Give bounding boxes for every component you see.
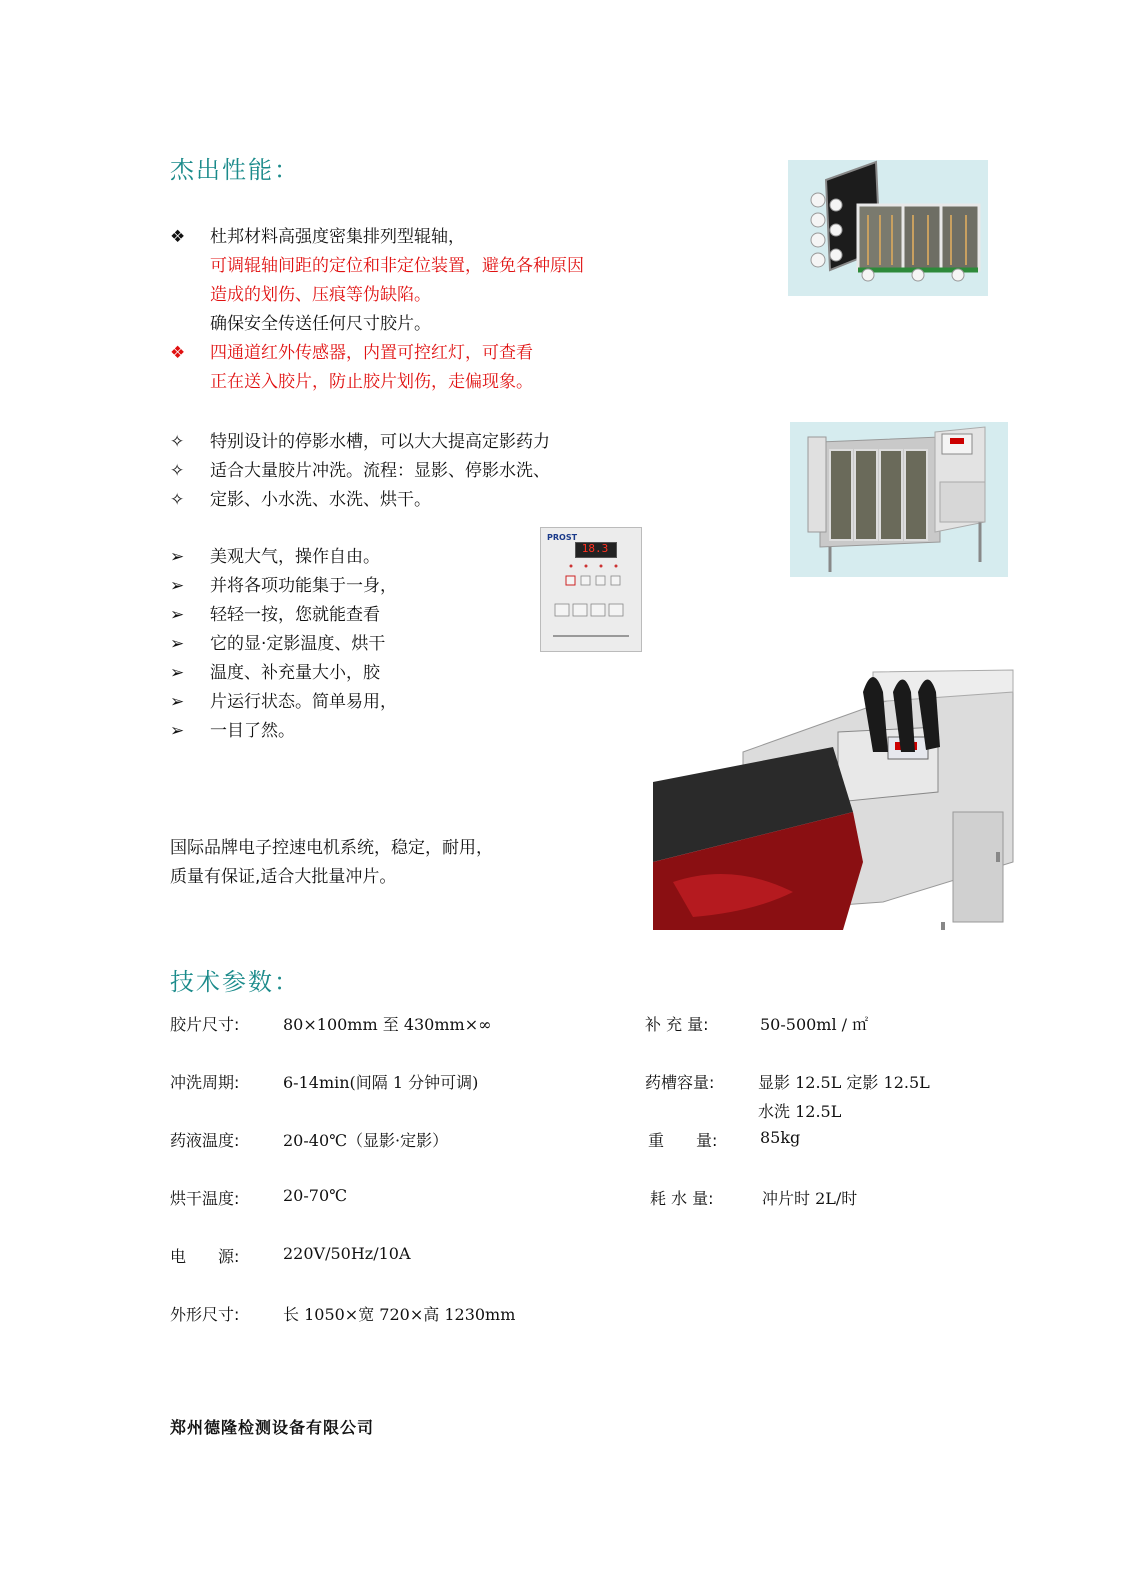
company-name: 郑州德隆检测设备有限公司: [170, 1418, 375, 1437]
spec-label-weight: 重 量:: [648, 1131, 718, 1150]
feature-text: 并将各项功能集于一身，: [210, 576, 397, 596]
feature-text: 造成的划伤、压痕等伪缺陷。: [210, 285, 431, 305]
spec-label-cycle: 冲洗周期:: [170, 1073, 240, 1092]
arrow-bullet-icon: ➢: [170, 663, 185, 683]
motor-text: 国际品牌电子控速电机系统，稳定，耐用，: [170, 838, 493, 858]
feature-group-sensors: [170, 339, 533, 397]
specs-heading: 技术参数：: [170, 968, 300, 996]
spec-label-dry-temp: 烘干温度:: [170, 1189, 240, 1208]
spec-value-replenish: 50-500ml / ㎡: [760, 1015, 869, 1034]
spec-value-film-size: 80×100mm 至 430mm×∞: [283, 1015, 492, 1034]
arrow-bullet-icon: ➢: [170, 576, 185, 596]
motor-text: 质量有保证,适合大批量冲片。: [170, 867, 397, 887]
arrow-bullet-icon: ➢: [170, 547, 185, 567]
feature-text: 特别设计的停影水槽，可以大大提高定影药力: [210, 432, 550, 452]
processor-running-photo: [653, 662, 1025, 930]
arrow-bullet-icon: ➢: [170, 605, 185, 625]
performance-heading: 杰出性能：: [170, 156, 300, 184]
spec-value-dimensions: 长 1050×宽 720×高 1230mm: [283, 1305, 516, 1324]
panel-display: 18.3: [581, 542, 609, 555]
star-bullet-icon: ✧: [170, 461, 185, 481]
feature-text: 适合大量胶片冲洗。流程：显影、停影水洗、: [210, 461, 550, 481]
spec-value-tank-capacity: 显影 12.5L 定影 12.5L: [758, 1073, 930, 1092]
spec-value-dry-temp: 20-70℃: [283, 1186, 348, 1205]
feature-text: 确保安全传送任何尺寸胶片。: [210, 314, 431, 334]
arrow-bullet-icon: ➢: [170, 692, 185, 712]
diamond-bullet-icon: ❖: [170, 343, 186, 363]
spec-value-power: 220V/50Hz/10A: [283, 1244, 411, 1263]
spec-label-tank-capacity: 药槽容量:: [645, 1073, 715, 1092]
feature-text: 定影、小水洗、水洗、烘干。: [210, 490, 431, 510]
arrow-bullet-icon: ➢: [170, 721, 185, 741]
star-bullet-icon: ✧: [170, 432, 185, 452]
spec-value-chem-temp: 20-40℃（显影·定影）: [283, 1131, 449, 1150]
feature-text: 可调辊轴间距的定位和非定位装置，避免各种原因: [210, 256, 584, 276]
processor-open-photo: [790, 422, 1008, 577]
spec-label-film-size: 胶片尺寸:: [170, 1015, 240, 1034]
feature-text: 轻轻一按，您就能查看: [210, 605, 380, 625]
spec-value-cycle: 6-14min(间隔 1 分钟可调): [283, 1073, 479, 1092]
arrow-bullet-icon: ➢: [170, 634, 185, 654]
feature-text: 它的显·定影温度、烘干: [210, 634, 386, 654]
feature-group-tanks: [170, 428, 550, 515]
roller-rack-photo: [788, 160, 988, 296]
spec-value-water-use: 冲片时 2L/时: [762, 1189, 858, 1208]
control-panel-image: [540, 527, 642, 652]
spec-label-power: 电 源:: [170, 1247, 240, 1266]
feature-text: 正在送入胶片，防止胶片划伤，走偏现象。: [210, 372, 533, 392]
spec-value-tank-capacity-2: 水洗 12.5L: [758, 1102, 842, 1121]
feature-text: 片运行状态。简单易用，: [210, 692, 397, 712]
star-bullet-icon: ✧: [170, 490, 185, 510]
feature-text: 美观大气，操作自由。: [210, 547, 380, 567]
feature-text: 一目了然。: [210, 721, 295, 741]
feature-text: 温度、补充量大小，胶: [210, 663, 380, 683]
spec-label-chem-temp: 药液温度:: [170, 1131, 240, 1150]
spec-value-weight: 85kg: [760, 1128, 801, 1147]
spec-label-water-use: 耗 水 量:: [650, 1189, 714, 1208]
motor-description: [170, 834, 493, 892]
feature-group-rollers: [170, 223, 584, 339]
diamond-bullet-icon: ❖: [170, 227, 186, 247]
spec-label-replenish: 补 充 量:: [645, 1015, 709, 1034]
feature-group-panel: [170, 543, 397, 746]
spec-label-dimensions: 外形尺寸:: [170, 1305, 240, 1324]
feature-text: 杜邦材料高强度密集排列型辊轴，: [210, 227, 465, 247]
panel-brand: PROST: [547, 533, 578, 542]
feature-text: 四通道红外传感器，内置可控红灯，可查看: [210, 343, 533, 363]
